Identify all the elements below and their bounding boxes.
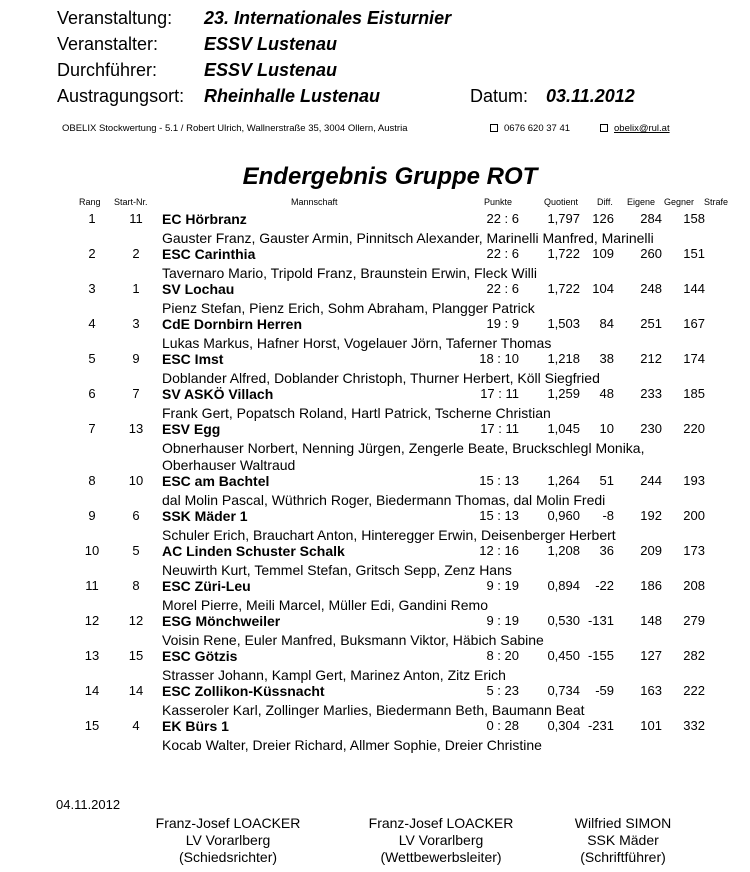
contact-text: OBELIX Stockwertung - 5.1 / Robert Ulrich, Wallnerstraße 35, 3004 Ollern, Austria [62, 123, 408, 134]
cell-team: ESV Egg [162, 421, 221, 437]
cell-rang: 13 [84, 648, 100, 663]
cell-start: 3 [132, 316, 140, 331]
cell-eigene: 212 [640, 351, 662, 366]
team-members: Kasseroler Karl, Zollinger Marlies, Biedermann Beth, Baumann Beat [162, 702, 585, 718]
cell-rang: 10 [84, 543, 100, 558]
cell-quotient: 1,722 [547, 246, 580, 261]
cell-eigene: 248 [640, 281, 662, 296]
cell-team: ESC am Bachtel [162, 473, 270, 489]
cell-quotient: 1,503 [547, 316, 580, 331]
cell-start: 12 [128, 613, 144, 628]
cell-quotient: 0,734 [547, 683, 580, 698]
cell-gegner: 282 [683, 648, 705, 663]
cell-start: 9 [132, 351, 140, 366]
cell-team: ESC Götzis [162, 648, 238, 664]
cell-start: 15 [128, 648, 144, 663]
cell-diff: -59 [595, 683, 614, 698]
cell-quotient: 0,304 [547, 718, 580, 733]
cell-eigene: 233 [640, 386, 662, 401]
header-label-veranstaltung: Veranstaltung: [57, 8, 173, 28]
cell-diff: 10 [599, 421, 614, 436]
signature-role: (Schriftführer) [580, 849, 666, 865]
col-punkte: Punkte [484, 197, 513, 207]
cell-quotient: 1,218 [547, 351, 580, 366]
cell-diff: 84 [599, 316, 614, 331]
cell-rang: 14 [84, 683, 100, 698]
cell-gegner: 332 [683, 718, 705, 733]
col-strafe: Strafe [704, 197, 729, 207]
cell-gegner: 185 [683, 386, 705, 401]
cell-team: SV ASKÖ Villach [162, 386, 274, 402]
team-members: Frank Gert, Popatsch Roland, Hartl Patrick, Tscherne Christian [162, 405, 551, 421]
team-members: Obnerhauser Norbert, Nenning Jürgen, Zengerle Beate, Bruckschlegl Monika, [162, 440, 645, 456]
cell-eigene: 192 [640, 508, 662, 523]
cell-punkte: 17 : 11 [480, 386, 519, 401]
cell-rang: 3 [88, 281, 96, 296]
header-label-durchfuehrer: Durchführer: [57, 60, 158, 80]
team-members: Neuwirth Kurt, Temmel Stefan, Gritsch Sepp, Zenz Hans [162, 562, 512, 578]
cell-eigene: 260 [640, 246, 662, 261]
cell-diff: -131 [587, 613, 614, 628]
cell-quotient: 1,208 [547, 543, 580, 558]
cell-diff: -231 [587, 718, 614, 733]
team-members: Voisin Rene, Euler Manfred, Buksmann Viktor, Häbich Sabine [162, 632, 544, 648]
cell-quotient: 1,264 [547, 473, 580, 488]
datum-label: Datum: [470, 86, 529, 106]
cell-quotient: 0,530 [547, 613, 580, 628]
header-value-austragungsort: Rheinhalle Lustenau [204, 86, 381, 106]
cell-rang: 8 [88, 473, 96, 488]
team-members: Strasser Johann, Kampl Gert, Marinez Anton, Zitz Erich [162, 667, 506, 683]
cell-eigene: 284 [640, 211, 662, 226]
signature-org: LV Vorarlberg [398, 832, 484, 848]
signature-block-wettbewerbsleiter [356, 815, 526, 866]
team-members: Oberhauser Waltraud [162, 457, 296, 473]
cell-team: EK Bürs 1 [162, 718, 229, 734]
cell-eigene: 186 [640, 578, 662, 593]
cell-punkte: 22 : 6 [486, 246, 519, 261]
cell-team: ESC Carinthia [162, 246, 256, 262]
cell-quotient: 1,722 [547, 281, 580, 296]
cell-diff: 126 [592, 211, 614, 226]
email-link[interactable]: obelix@rul.at [614, 123, 670, 134]
cell-eigene: 101 [640, 718, 662, 733]
cell-gegner: 200 [683, 508, 705, 523]
signature-name: Franz-Josef LOACKER [368, 815, 514, 831]
signature-block-schriftfuehrer [538, 815, 708, 866]
cell-diff: -155 [587, 648, 614, 663]
signature-org: LV Vorarlberg [185, 832, 271, 848]
cell-start: 8 [132, 578, 140, 593]
cell-eigene: 148 [640, 613, 662, 628]
team-members: Tavernaro Mario, Tripold Franz, Braunstein Erwin, Fleck Willi [162, 265, 538, 281]
team-members: Schuler Erich, Brauchart Anton, Hinteregger Erwin, Deisenberger Herbert [162, 527, 616, 543]
cell-eigene: 127 [640, 648, 662, 663]
col-mannschaft: Mannschaft [291, 197, 338, 207]
cell-diff: 36 [599, 543, 614, 558]
cell-rang: 9 [88, 508, 96, 523]
cell-start: 11 [129, 211, 143, 226]
cell-rang: 6 [88, 386, 96, 401]
cell-punkte: 18 : 10 [479, 351, 519, 366]
cell-team: ESC Imst [162, 351, 224, 367]
cell-punkte: 12 : 16 [479, 543, 519, 558]
col-rang: Rang [79, 197, 101, 207]
cell-punkte: 19 : 9 [486, 316, 519, 331]
cell-start: 1 [132, 281, 140, 296]
cell-punkte: 15 : 13 [479, 508, 519, 523]
cell-rang: 1 [88, 211, 96, 226]
signature-role: (Schiedsrichter) [178, 849, 278, 865]
signature-block-schiedsrichter [143, 815, 313, 866]
signature-org: SSK Mäder [587, 832, 659, 848]
cell-eigene: 230 [640, 421, 662, 436]
col-start: Start-Nr. [114, 197, 148, 207]
team-members: dal Molin Pascal, Wüthrich Roger, Biedermann Thomas, dal Molin Fredi [162, 492, 606, 508]
cell-team: SSK Mäder 1 [162, 508, 248, 524]
cell-start: 10 [128, 473, 144, 488]
cell-rang: 11 [85, 578, 99, 593]
cell-team: EC Hörbranz [162, 211, 247, 227]
cell-gegner: 151 [683, 246, 705, 261]
cell-punkte: 17 : 11 [480, 421, 519, 436]
cell-punkte: 9 : 19 [486, 613, 519, 628]
cell-gegner: 174 [683, 351, 705, 366]
team-members: Kocab Walter, Dreier Richard, Allmer Sophie, Dreier Christine [162, 737, 542, 753]
col-quotient: Quotient [544, 197, 579, 207]
footer-date: 04.11.2012 [56, 797, 121, 812]
col-eigene: Eigene [627, 197, 656, 207]
cell-gegner: 208 [683, 578, 705, 593]
cell-punkte: 8 : 20 [486, 648, 519, 663]
datum-value: 03.11.2012 [546, 86, 635, 106]
cell-diff: 51 [599, 473, 614, 488]
signature-role: (Wettbewerbsleiter) [380, 849, 502, 865]
cell-diff: 104 [592, 281, 614, 296]
cell-rang: 12 [84, 613, 100, 628]
col-gegner: Gegner [664, 197, 695, 207]
cell-rang: 5 [88, 351, 96, 366]
cell-diff: 109 [592, 246, 614, 261]
header-value-durchfuehrer: ESSV Lustenau [204, 60, 338, 80]
cell-start: 5 [132, 543, 140, 558]
phone-contact [490, 123, 570, 134]
cell-diff: 38 [599, 351, 614, 366]
header-label-veranstalter: Veranstalter: [57, 34, 159, 54]
header-label-austragungsort: Austragungsort: [57, 86, 185, 106]
cell-diff: 48 [599, 386, 614, 401]
cell-gegner: 173 [683, 543, 705, 558]
cell-team: ESG Mönchweiler [162, 613, 281, 629]
cell-diff: -8 [602, 508, 614, 523]
cell-punkte: 5 : 23 [486, 683, 519, 698]
col-diff: Diff. [597, 197, 613, 207]
cell-quotient: 1,259 [547, 386, 580, 401]
cell-eigene: 209 [640, 543, 662, 558]
team-members: Pienz Stefan, Pienz Erich, Sohm Abraham, Plangger Patrick [162, 300, 535, 316]
team-members: Gauster Franz, Gauster Armin, Pinnitsch Alexander, Marinelli Manfred, Marinelli [162, 230, 654, 246]
cell-rang: 15 [84, 718, 100, 733]
cell-gegner: 222 [683, 683, 705, 698]
cell-rang: 4 [88, 316, 96, 331]
page-title: Endergebnis Gruppe ROT [242, 163, 538, 190]
cell-start: 13 [128, 421, 144, 436]
cell-team: SV Lochau [162, 281, 235, 297]
cell-gegner: 158 [683, 211, 705, 226]
cell-quotient: 1,797 [547, 211, 580, 226]
cell-start: 7 [132, 386, 140, 401]
header-value-veranstalter: ESSV Lustenau [204, 34, 338, 54]
cell-eigene: 251 [640, 316, 662, 331]
phone-icon [490, 124, 498, 132]
cell-quotient: 0,450 [547, 648, 580, 663]
signature-name: Wilfried SIMON [574, 815, 672, 831]
email-contact [600, 123, 670, 134]
cell-rang: 2 [88, 246, 96, 261]
cell-team: ESC Zollikon-Küssnacht [162, 683, 325, 699]
cell-start: 4 [132, 718, 140, 733]
header-value-veranstaltung: 23. Internationales Eisturnier [204, 8, 452, 28]
cell-punkte: 15 : 13 [479, 473, 519, 488]
cell-gegner: 193 [683, 473, 705, 488]
cell-start: 6 [132, 508, 140, 523]
phone-number: 0676 620 37 41 [504, 123, 571, 134]
cell-rang: 7 [88, 421, 96, 436]
cell-start: 2 [132, 246, 140, 261]
cell-team: CdE Dornbirn Herren [162, 316, 303, 332]
cell-diff: -22 [595, 578, 614, 593]
cell-quotient: 1,045 [547, 421, 580, 436]
team-members: Morel Pierre, Meili Marcel, Müller Edi, Gandini Remo [162, 597, 488, 613]
team-members: Lukas Markus, Hafner Horst, Vogelauer Jörn, Taferner Thomas [162, 335, 552, 351]
cell-gegner: 220 [683, 421, 705, 436]
cell-start: 14 [128, 683, 144, 698]
email-icon [600, 124, 608, 132]
cell-eigene: 244 [640, 473, 662, 488]
cell-quotient: 0,894 [547, 578, 580, 593]
cell-punkte: 9 : 19 [486, 578, 519, 593]
cell-team: AC Linden Schuster Schalk [162, 543, 345, 559]
cell-team: ESC Züri-Leu [162, 578, 251, 594]
signature-name: Franz-Josef LOACKER [155, 815, 301, 831]
cell-eigene: 163 [640, 683, 662, 698]
cell-gegner: 279 [683, 613, 705, 628]
cell-punkte: 22 : 6 [486, 211, 519, 226]
cell-quotient: 0,960 [547, 508, 580, 523]
team-members: Doblander Alfred, Doblander Christoph, Thurner Herbert, Köll Siegfried [162, 370, 600, 386]
cell-gegner: 144 [683, 281, 705, 296]
cell-punkte: 22 : 6 [486, 281, 519, 296]
cell-gegner: 167 [683, 316, 705, 331]
cell-punkte: 0 : 28 [486, 718, 519, 733]
